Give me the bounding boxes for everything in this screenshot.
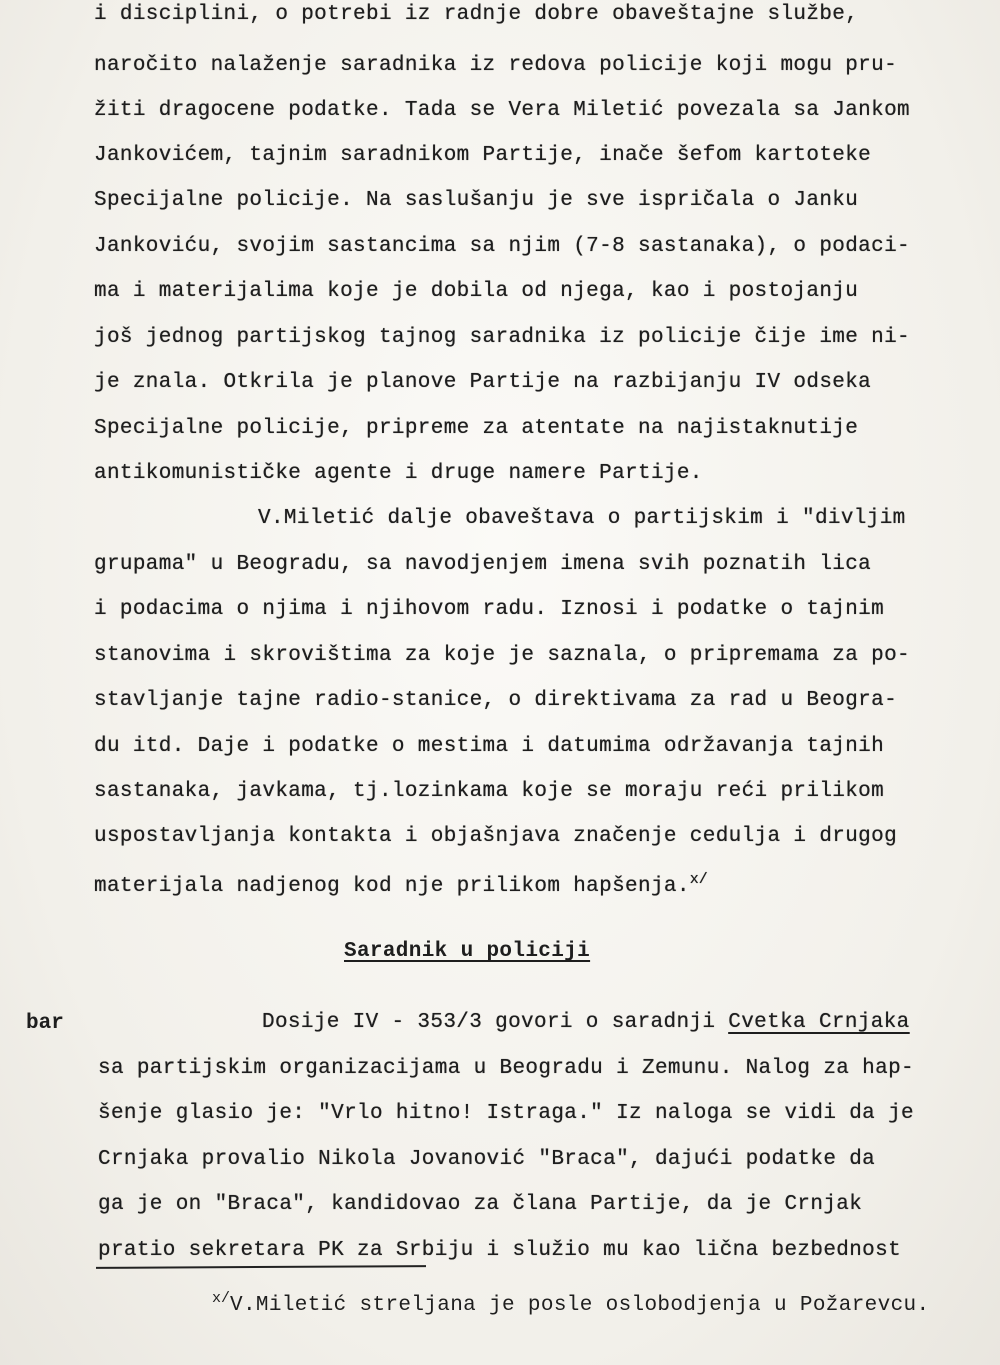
text-line: je znala. Otkrila je planove Partije na razbijanju IV odseka xyxy=(94,371,872,394)
footnote-reference: x/ xyxy=(689,871,708,888)
text-line: Jankovićem, tajnim saradnikom Partije, inače šefom kartoteke xyxy=(94,144,872,167)
text-line: Crnjaka provalio Nikola Jovanović "Braca", dajući podatke da xyxy=(98,1148,876,1171)
text-line-content: Dosije IV - 353/3 govori o saradnji xyxy=(262,1011,729,1034)
text-line: Specijalne policije, pripreme za atentate na najistaknutije xyxy=(94,417,859,440)
text-line: naročito nalaženje saradnika iz redova policije koji mogu pru- xyxy=(94,54,898,77)
text-line: antikomunističke agente i druge namere Partije. xyxy=(94,462,703,485)
footnote-marker: x/ xyxy=(212,1290,231,1307)
text-line: Jankoviću, svojim sastancima sa njim (7-8 sastanaka), o podaci- xyxy=(94,235,910,258)
text-line: žiti dragocene podatke. Tada se Vera Miletić povezala sa Jankom xyxy=(94,99,910,122)
text-line-content: materijala nadjenog kod nje prilikom hapšenja. xyxy=(94,875,690,898)
section-heading: Saradnik u policiji xyxy=(344,940,591,963)
text-line: šenje glasio je: "Vrlo hitno! Istraga." Iz naloga se vidi da je xyxy=(98,1102,914,1125)
text-line: sastanaka, javkama, tj.lozinkama koje se moraju reći prilikom xyxy=(94,780,885,803)
text-line xyxy=(94,872,708,897)
text-line: du itd. Daje i podatke o mestima i datumima održavanja tajnih xyxy=(94,735,885,758)
footnote xyxy=(212,1290,929,1317)
text-line: grupama" u Beogradu, sa navodjenjem imena svih poznatih lica xyxy=(94,553,872,576)
text-line: pratio sekretara PK za Srbiju i služio mu kao lična bezbednost xyxy=(98,1239,902,1262)
text-line: ga je on "Braca", kandidovao za člana Partije, da je Crnjak xyxy=(98,1193,863,1216)
text-line: stavljanje tajne radio-stanice, o direktivama za rad u Beogra- xyxy=(94,689,898,712)
text-line: ma i materijalima koje je dobila od njega, kao i postojanju xyxy=(94,280,859,303)
text-line: još jednog partijskog tajnog saradnika iz policije čije ime ni- xyxy=(94,326,910,349)
hand-underline xyxy=(96,1265,426,1269)
footnote-text: V.Miletić streljana je posle oslobodjenja u Požarevcu. xyxy=(230,1294,930,1317)
text-line xyxy=(98,1012,910,1033)
text-line: uspostavljanja kontakta i objašnjava značenje cedulja i drugog xyxy=(94,825,898,848)
text-line: V.Miletić dalje obaveštava o partijskim i "divljim xyxy=(258,507,906,530)
text-line: sa partijskim organizacijama u Beogradu i Zemunu. Nalog za hap- xyxy=(98,1057,914,1080)
text-line: i disciplini, o potrebi iz radnje dobre obaveštajne službe, xyxy=(94,3,859,26)
text-line: stanovima i skrovištima za koje je saznala, o pripremama za po- xyxy=(94,644,910,667)
text-line: Specijalne policije. Na saslušanju je sve ispričala o Janku xyxy=(94,189,859,212)
person-name: Cvetka Crnjaka xyxy=(728,1011,910,1034)
text-line: i podacima o njima i njihovom radu. Iznosi i podatke o tajnim xyxy=(94,598,885,621)
margin-note: bar xyxy=(26,1012,64,1035)
